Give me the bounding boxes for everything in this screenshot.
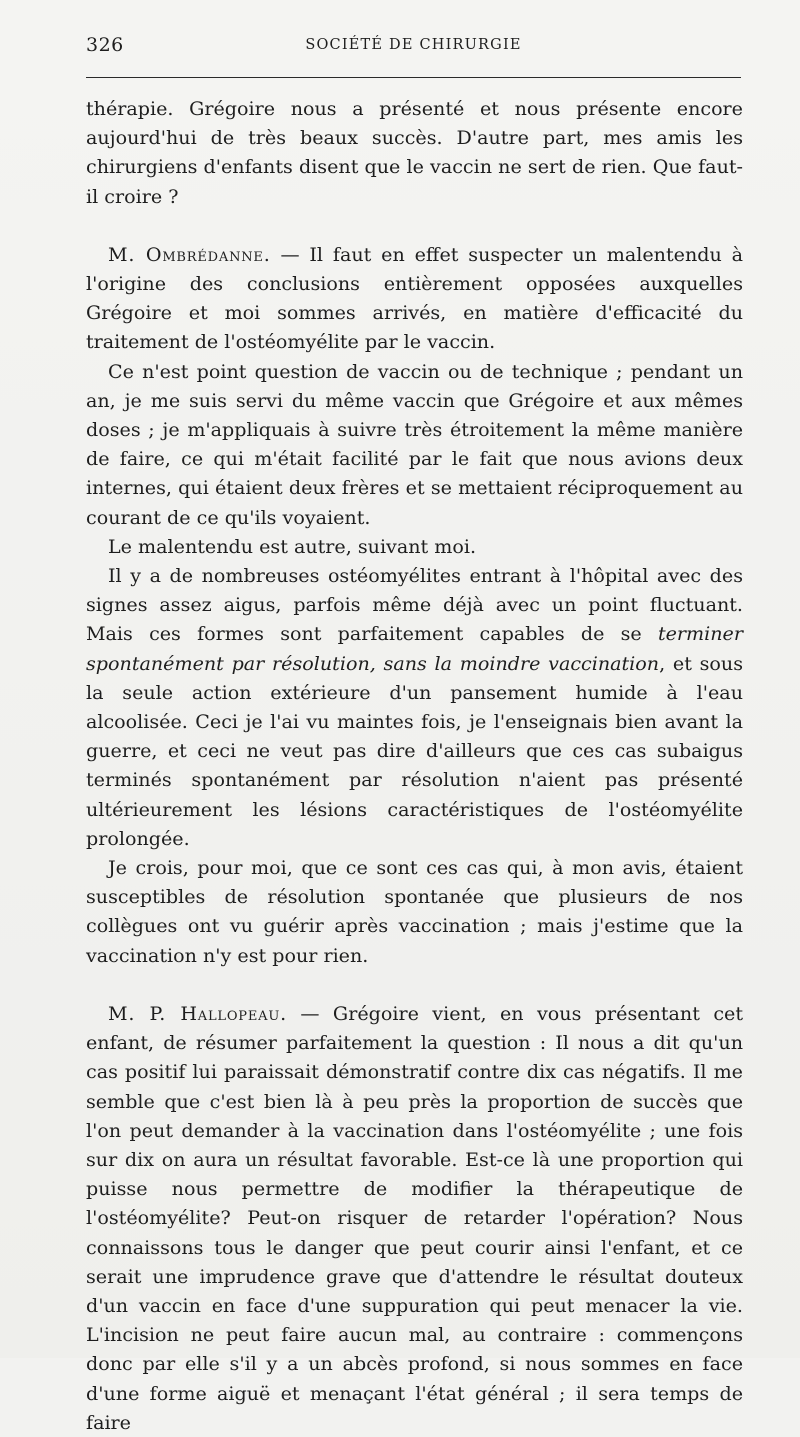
italic-phrase: terminer spontanément par résolution, sans la moindre vaccination	[86, 622, 743, 675]
speaker-name: M. P. Hallopeau.	[108, 1001, 287, 1025]
paragraph-continuation	[86, 94, 743, 211]
page-number: 326	[86, 34, 124, 56]
running-title: SOCIÉTÉ DE CHIRURGIE	[305, 37, 522, 53]
paragraph-text: thérapie. Grégoire nous a présenté et nous présente encore aujourd'hui de très beaux succès. D'autre part, mes amis les chirurgiens d'enfants disent que le vaccin ne sert de rien. Que faut-il croire ?	[86, 97, 743, 208]
paragraph-hallopeau	[86, 999, 743, 1437]
page-header	[86, 28, 741, 58]
paragraph-text: — Il faut en effet suspecter un malentendu à l'origine des conclusions entièrement opposées auxquelles Grégoire et moi sommes arrivés, en matière d'efficacité du traitement de l'ostéomyélite par le vaccin.	[86, 242, 743, 354]
paragraph-text: Le malentendu est autre, suivant moi.	[108, 534, 477, 558]
paragraph	[86, 532, 743, 561]
paragraph-ombredanne	[86, 240, 743, 357]
paragraph	[86, 853, 743, 970]
paragraph-text: — Grégoire vient, en vous présentant cet enfant, de résumer parfaitement la question : Il nous a dit qu'un cas positif lui paraissait démonstratif contre dix cas négatifs. Il me semble que c'est bien là à peu près la proportion de succès que l'on peut demander à la vaccination dans l'ostéomyélite ; une fois sur dix on aura un résultat favorable. Est-ce là une proportion qui puisse nous permettre de modifier la thérapeutique de l'ostéomyélite? Peut-on risquer de retarder l'opération? Nous connaissons tous le danger que peut courir ainsi l'enfant, et ce serait une imprudence grave que d'attendre le résultat douteux d'un vaccin en face d'une suppuration qui peut menacer la vie. L'incision ne peut faire aucun mal, au contraire : commençons donc par elle s'il y a un abcès profond, si nous sommes en face d'une forme aiguë et menaçant l'état général ; il sera temps de faire	[86, 1001, 744, 1434]
header-rule	[86, 77, 741, 78]
paragraph-text: Ce n'est point question de vaccin ou de technique ; pendant un an, je me suis servi du même vaccin que Grégoire et aux mêmes doses ; je m'appliquais à suivre très étroitement la même manière de faire, ce qui m'était facilité par le fait que nous avions deux internes, qui étaient deux frères et se mettaient réciproquement au courant de ce qu'ils voyaient.	[86, 359, 743, 529]
paragraph-text: Il y a de nombreuses ostéomyélites entrant à l'hôpital avec des signes assez aigus, parfois même déjà avec un point fluctuant. Mais ces formes sont parfaitement capables de se	[86, 564, 743, 646]
speaker-name: M. Ombrédanne.	[108, 242, 271, 266]
paragraph	[86, 561, 743, 853]
paragraph	[86, 357, 743, 532]
body-text	[86, 94, 743, 1437]
paragraph-text: Je crois, pour moi, que ce sont ces cas qui, à mon avis, étaient susceptibles de résolution spontanée que plusieurs de nos collègues ont vu guérir après vaccination ; mais j'estime que la vaccination n'y est pour rien.	[86, 856, 743, 967]
paragraph-text: , et sous la seule action extérieure d'un pansement humide à l'eau alcoolisée. Ceci je l'ai vu maintes fois, je l'enseignais bien avant la guerre, et ceci ne veut pas dire d'ailleurs que ces cas subaigus terminés spontanément par résolution n'aient pas présenté ultérieurement les lésions caractéristiques de l'ostéomyélite prolongée.	[86, 651, 743, 850]
